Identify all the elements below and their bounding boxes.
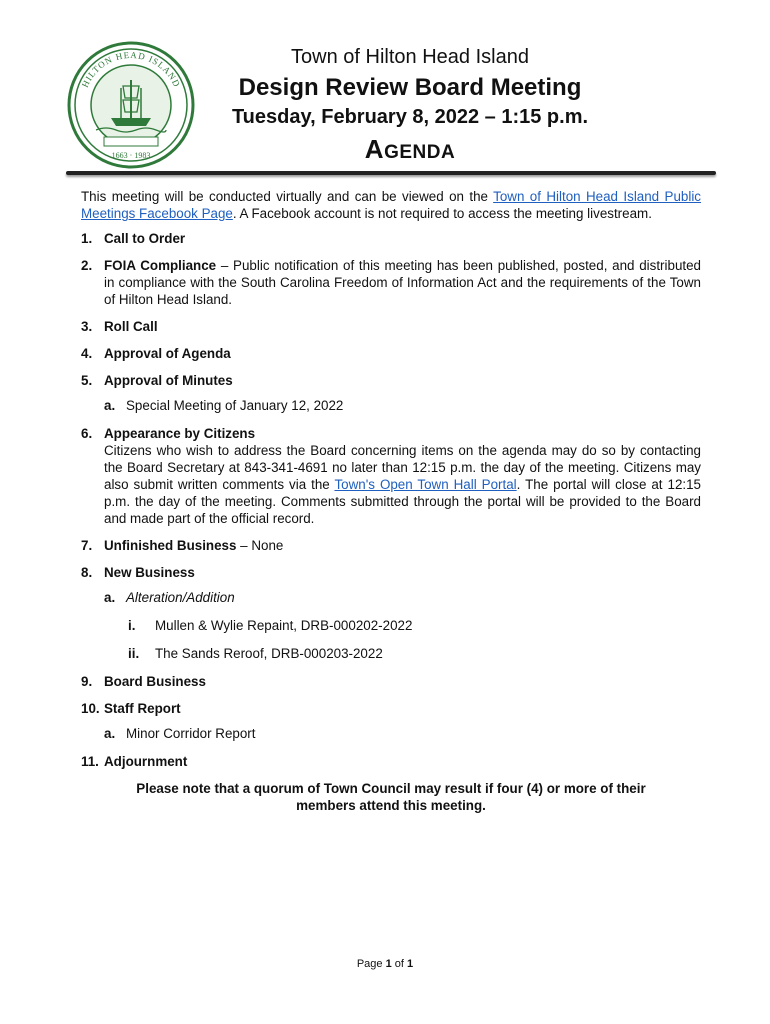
agenda-heading-rest: GENDA [384, 142, 456, 163]
page-label: Page [356, 958, 386, 970]
current-page: 1 [385, 958, 392, 970]
sub-sub-item-numeral: i. [128, 618, 136, 633]
sub-item-text: Special Meeting of January 12, 2022 [126, 398, 344, 413]
item-heading: FOIA Compliance [104, 258, 217, 273]
header-divider [66, 171, 716, 175]
meeting-title: Design Review Board Meeting [238, 74, 582, 101]
sub-item-new-business-a [81, 589, 701, 606]
agenda-item-call-to-order [81, 230, 701, 247]
item-description: Public notification of this meeting has been published, posted, and distributed in compliance with the South Carolina Freedom of Information Act and the requirements of the Town of Hilton Head Island. [104, 258, 702, 307]
item-number: 4. [81, 346, 93, 361]
facebook-page-link[interactable]: Town of Hilton Head Island Public Meetings Facebook Page [81, 189, 701, 221]
item-heading: Unfinished Business [104, 538, 237, 553]
intro-text: This meeting will be conducted virtually and can be viewed on the [81, 189, 494, 204]
svg-text:HILTON HEAD ISLAND: HILTON HEAD ISLAND [79, 49, 183, 89]
page-of-label: of [391, 958, 408, 970]
sub-item-letter: a. [104, 726, 116, 741]
item-number: 2. [81, 258, 93, 273]
item-number: 6. [81, 426, 93, 441]
town-seal-logo [66, 40, 196, 170]
sub-sub-item-text: The Sands Reroof, DRB-000203-2022 [155, 646, 383, 661]
intro-paragraph [81, 188, 701, 222]
sub-item-text: Minor Corridor Report [126, 726, 256, 741]
sub-item-letter: a. [104, 398, 116, 413]
sub-item-minutes-a [81, 397, 701, 414]
sub-sub-item-numeral: ii. [128, 646, 140, 661]
citizens-text-end: . The portal will close at 12:15 p.m. the day of the meeting. Comments submitted through the portal will be provided to the Board and made part of the official record. [104, 477, 702, 526]
open-town-hall-portal-link[interactable]: Town's Open Town Hall Portal [334, 477, 517, 492]
agenda-item-roll-call [81, 318, 701, 335]
agenda-item-approval-agenda [81, 345, 701, 362]
svg-text:1663 · 1983: 1663 · 1983 [111, 151, 151, 160]
item-number: 10. [81, 701, 100, 716]
item-heading: Approval of Minutes [104, 373, 233, 388]
item-number: 3. [81, 319, 93, 334]
item-separator: – [236, 538, 252, 553]
quorum-note: Please note that a quorum of Town Council may result if four (4) or more of their members attend this meeting. [136, 781, 646, 813]
town-name: Town of Hilton Head Island [291, 46, 529, 68]
citizens-text: Citizens who wish to address the Board concerning items on the agenda may do so by contacting the Board Secretary at 843-341-4691 no later than 12:15 p.m. the day of the meeting. Citizens may also submit written comments via the [104, 443, 701, 492]
item-heading: New Business [104, 565, 195, 580]
agenda-item-appearance-citizens [81, 425, 701, 527]
sub-item-staff-report-a [81, 725, 701, 742]
item-heading: Appearance by Citizens [104, 426, 256, 441]
item-heading: Staff Report [104, 701, 181, 716]
item-heading: Board Business [104, 674, 206, 689]
sub-item-letter: a. [104, 590, 116, 605]
agenda-body [81, 188, 701, 814]
agenda-item-adjournment [81, 753, 701, 770]
agenda-item-new-business [81, 564, 701, 581]
item-heading: Roll Call [104, 319, 158, 334]
sub-sub-item-ii [81, 645, 701, 662]
item-number: 1. [81, 231, 93, 246]
item-number: 11. [81, 754, 99, 769]
item-heading: Approval of Agenda [104, 346, 231, 361]
item-number: 8. [81, 565, 93, 580]
item-heading: Adjournment [104, 754, 188, 769]
meeting-date-time: Tuesday, February 8, 2022 – 1:15 p.m. [231, 106, 589, 128]
item-number: 9. [81, 674, 93, 689]
agenda-heading [200, 134, 620, 165]
item-description: None [251, 538, 284, 553]
item-number: 7. [81, 538, 93, 553]
agenda-item-foia [81, 257, 701, 308]
item-description [104, 442, 701, 527]
total-pages: 1 [407, 958, 414, 970]
agenda-heading-initial: A [364, 134, 385, 164]
sub-sub-item-i [81, 617, 701, 634]
sub-sub-item-text: Mullen & Wylie Repaint, DRB-000202-2022 [155, 618, 413, 633]
agenda-item-board-business [81, 673, 701, 690]
page-number [0, 958, 770, 970]
intro-text-end: . A Facebook account is not required to access the meeting livestream. [232, 206, 652, 221]
agenda-item-unfinished-business [81, 537, 701, 554]
agenda-item-approval-minutes [81, 372, 701, 389]
agenda-item-staff-report [81, 700, 701, 717]
item-separator: – [216, 258, 234, 273]
item-number: 5. [81, 373, 93, 388]
item-heading: Call to Order [104, 231, 186, 246]
sub-item-text: Alteration/Addition [126, 590, 235, 605]
